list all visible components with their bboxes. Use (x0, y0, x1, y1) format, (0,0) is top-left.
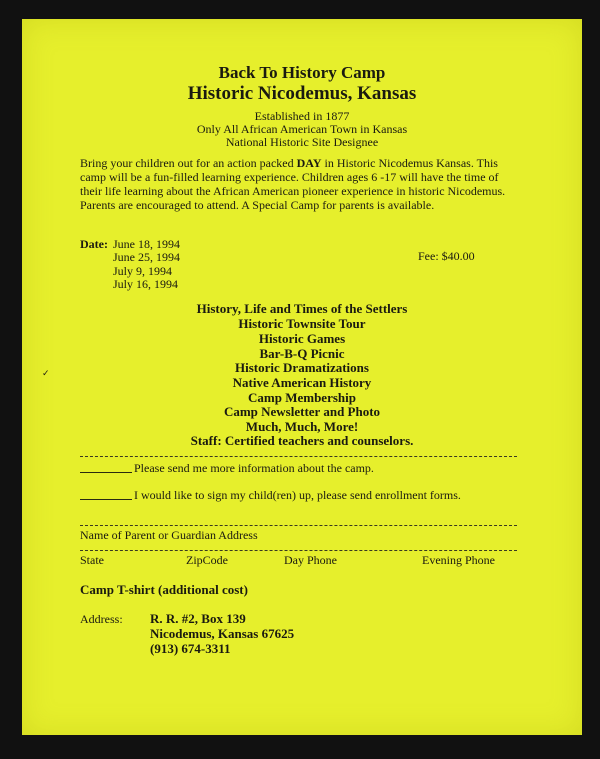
activity-item: Camp Newsletter and Photo (223, 404, 381, 419)
checkbox-blank[interactable] (80, 499, 132, 500)
checkbox-blank[interactable] (80, 472, 132, 473)
activity-item: Camp Membership (248, 390, 356, 405)
tshirt-note: Camp T-shirt (additional cost) (80, 582, 248, 597)
zipcode-label: ZipCode (186, 553, 228, 567)
state-zip-phone-field[interactable] (80, 550, 517, 551)
address-line: Nicodemus, Kansas 67625 (150, 626, 295, 641)
more-info-option[interactable]: Please send me more information about the camp. (80, 461, 374, 476)
address-line: R. R. #2, Box 139 (150, 611, 246, 626)
state-label: State (80, 553, 104, 567)
enroll-option[interactable]: I would like to sign my child(ren) up, please send enrollment forms. (80, 488, 461, 503)
activity-item: Native American History (232, 375, 372, 390)
day-phone-label: Day Phone (284, 553, 337, 567)
date-item: July 16, 1994 (113, 277, 179, 291)
address-label: Address: (80, 612, 123, 626)
fee: Fee: $40.00 (418, 249, 475, 263)
date-item: June 18, 1994 (113, 237, 180, 251)
cut-line (80, 456, 517, 457)
phone-number: (913) 674-3311 (150, 641, 231, 656)
flyer-page (22, 19, 582, 735)
town-description: Only All African American Town in Kansas (196, 122, 408, 136)
established-line: Established in 1877 (254, 109, 350, 123)
activity-item: History, Life and Times of the Settlers (196, 301, 408, 316)
activity-item: Bar-B-Q Picnic (259, 346, 345, 361)
camp-title: Back To History Camp (218, 63, 386, 82)
name-address-field[interactable] (80, 525, 517, 526)
activity-item: Historic Townsite Tour (238, 316, 366, 331)
date-label: Date: (80, 237, 108, 251)
stray-mark: ✓ (42, 368, 50, 378)
name-address-label: Name of Parent or Guardian Address (80, 528, 258, 542)
activity-item: Historic Dramatizations (235, 360, 369, 375)
evening-phone-label: Evening Phone (422, 553, 495, 567)
historic-site-line: National Historic Site Designee (225, 135, 379, 149)
date-item: June 25, 1994 (113, 250, 180, 264)
date-item: July 9, 1994 (113, 264, 173, 278)
camp-location: Historic Nicodemus, Kansas (187, 83, 417, 104)
activity-item: Much, Much, More! (245, 419, 359, 434)
activity-item: Historic Games (258, 331, 346, 346)
intro-paragraph: Bring your children out for an action packed DAY in Historic Nicodemus Kansas. This camp will be a fun-filled learning experience. Children ages 6 -17 will have the time of their life learning about the African American pioneer experience in historic Nicodemus. Parents are encouraged to attend. A Special Camp for parents is available. (80, 156, 506, 212)
staff-line: Staff: Certified teachers and counselors. (190, 433, 414, 448)
